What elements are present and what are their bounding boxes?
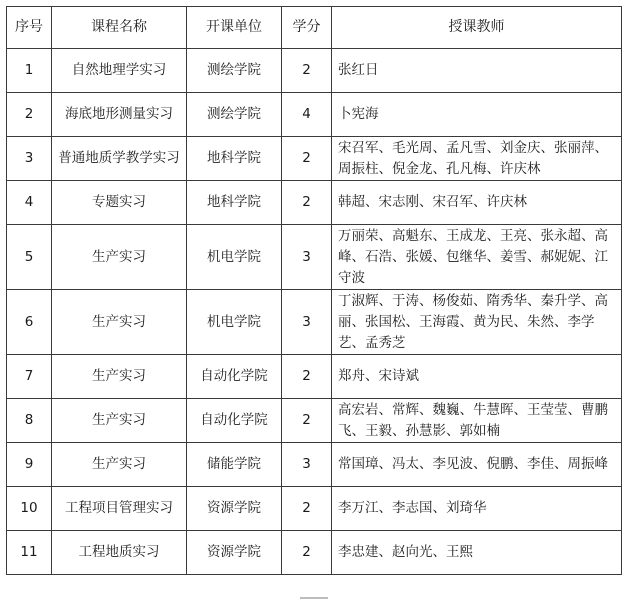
header-unit: 开课单位 (187, 7, 282, 49)
cell-unit: 机电学院 (187, 225, 282, 290)
cell-teachers: 宋召军、毛光周、孟凡雪、刘金庆、张丽萍、周振柱、倪金龙、孔凡梅、许庆林 (332, 137, 622, 181)
cell-course-name: 专题实习 (52, 181, 187, 225)
cell-unit: 测绘学院 (187, 93, 282, 137)
cell-course-name: 生产实习 (52, 290, 187, 355)
cell-credit: 2 (282, 531, 332, 575)
cell-index: 9 (7, 443, 52, 487)
cell-credit: 3 (282, 290, 332, 355)
cell-index: 1 (7, 49, 52, 93)
cell-index: 5 (7, 225, 52, 290)
cell-course-name: 生产实习 (52, 225, 187, 290)
cell-unit: 地科学院 (187, 181, 282, 225)
cell-index: 6 (7, 290, 52, 355)
header-index: 序号 (7, 7, 52, 49)
cell-credit: 2 (282, 49, 332, 93)
cell-index: 11 (7, 531, 52, 575)
cell-course-name: 工程地质实习 (52, 531, 187, 575)
cell-credit: 2 (282, 137, 332, 181)
cell-index: 8 (7, 399, 52, 443)
cell-teachers: 李万江、李志国、刘琦华 (332, 487, 622, 531)
cell-course-name: 生产实习 (52, 355, 187, 399)
cell-index: 7 (7, 355, 52, 399)
table-row (7, 181, 622, 225)
cell-teachers: 丁淑辉、于涛、杨俊茹、隋秀华、秦升学、高丽、张国松、王海霞、黄为民、朱然、李学艺、孟秀芝 (332, 290, 622, 355)
table-row (7, 531, 622, 575)
table-row (7, 93, 622, 137)
cell-teachers: 常国璋、冯太、李见波、倪鹏、李佳、周振峰 (332, 443, 622, 487)
table-row (7, 443, 622, 487)
cell-credit: 2 (282, 181, 332, 225)
cell-teachers: 高宏岩、常辉、魏巍、牛慧晖、王莹莹、曹鹏飞、王毅、孙慧影、郭如楠 (332, 399, 622, 443)
table-row (7, 49, 622, 93)
cell-credit: 2 (282, 487, 332, 531)
table-row (7, 355, 622, 399)
cell-credit: 3 (282, 225, 332, 290)
cell-teachers: 万丽荣、高魁东、王成龙、王亮、张永超、高峰、石浩、张媛、包继华、姜雪、郝妮妮、江守波 (332, 225, 622, 290)
cell-course-name: 自然地理学实习 (52, 49, 187, 93)
cell-course-name: 生产实习 (52, 443, 187, 487)
table-row (7, 225, 622, 290)
cell-credit: 4 (282, 93, 332, 137)
cell-unit: 资源学院 (187, 487, 282, 531)
table-header-row (7, 7, 622, 49)
cell-course-name: 工程项目管理实习 (52, 487, 187, 531)
table-row (7, 487, 622, 531)
cell-index: 2 (7, 93, 52, 137)
header-credit: 学分 (282, 7, 332, 49)
cell-credit: 2 (282, 399, 332, 443)
cell-course-name: 海底地形测量实习 (52, 93, 187, 137)
cell-course-name: 生产实习 (52, 399, 187, 443)
cell-index: 3 (7, 137, 52, 181)
cell-unit: 自动化学院 (187, 399, 282, 443)
cell-teachers: 李忠建、赵向光、王熙 (332, 531, 622, 575)
cell-unit: 测绘学院 (187, 49, 282, 93)
page-footer-mark (300, 597, 328, 599)
cell-course-name: 普通地质学教学实习 (52, 137, 187, 181)
cell-unit: 自动化学院 (187, 355, 282, 399)
header-teachers: 授课教师 (332, 7, 622, 49)
cell-credit: 3 (282, 443, 332, 487)
cell-unit: 资源学院 (187, 531, 282, 575)
cell-unit: 储能学院 (187, 443, 282, 487)
table-row (7, 137, 622, 181)
header-course-name: 课程名称 (52, 7, 187, 49)
cell-unit: 地科学院 (187, 137, 282, 181)
cell-teachers: 韩超、宋志刚、宋召军、许庆林 (332, 181, 622, 225)
table-row (7, 290, 622, 355)
cell-teachers: 张红日 (332, 49, 622, 93)
course-table (6, 6, 622, 575)
cell-teachers: 卜宪海 (332, 93, 622, 137)
cell-unit: 机电学院 (187, 290, 282, 355)
cell-credit: 2 (282, 355, 332, 399)
cell-index: 4 (7, 181, 52, 225)
cell-teachers: 郑舟、宋诗斌 (332, 355, 622, 399)
table-row (7, 399, 622, 443)
cell-index: 10 (7, 487, 52, 531)
